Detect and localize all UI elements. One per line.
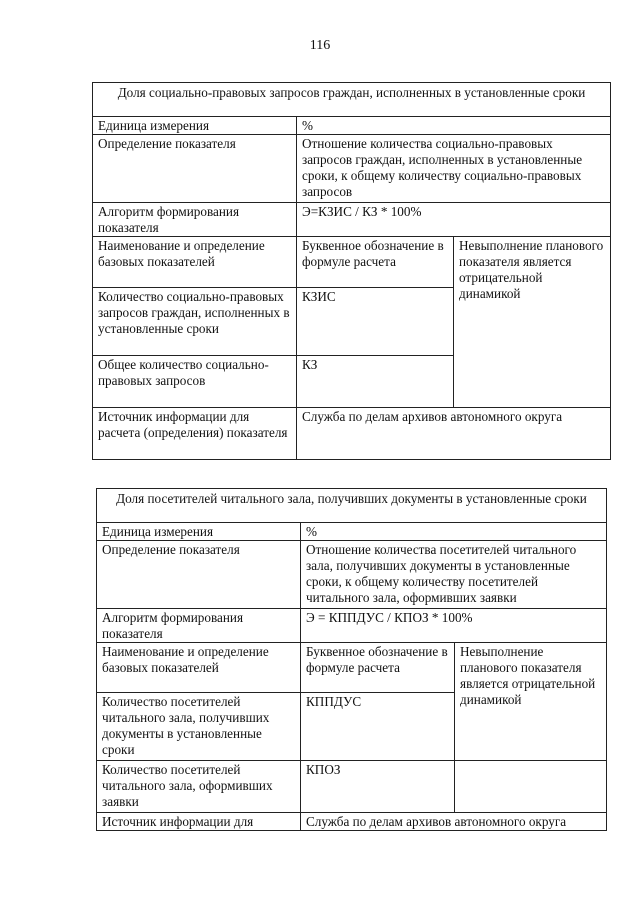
definition-label: Определение показателя <box>93 135 297 203</box>
unit-value: % <box>297 117 611 135</box>
dynamics-note: Невыполнение планового показателя является отрицательной динамикой <box>454 237 611 408</box>
base-indicators-label: Наименование и определение базовых показателей <box>93 237 297 288</box>
source-label: Источник информации для <box>97 813 301 831</box>
source-label: Источник информации для расчета (определения) показателя <box>93 408 297 460</box>
symbol-header: Буквенное обозначение в формуле расчета <box>297 237 454 288</box>
source-value: Служба по делам архивов автономного округа <box>297 408 611 460</box>
dynamics-note: Невыполнение планового показателя является отрицательной динамикой <box>455 643 607 761</box>
unit-label: Единица измерения <box>93 117 297 135</box>
definition-value: Отношение количества посетителей читального зала, получивших документы в установленные сроки, к общему количеству посетителей читального зала, оформивших заявки <box>301 541 607 609</box>
algorithm-formula: Э = КППДУС / КПОЗ * 100% <box>301 609 607 643</box>
algorithm-formula: Э=КЗИС / КЗ * 100% <box>297 203 611 237</box>
base-item-symbol: КППДУС <box>301 693 455 761</box>
indicator-table-reading-room <box>96 488 607 831</box>
algorithm-label: Алгоритм формирования показателя <box>93 203 297 237</box>
unit-value: % <box>301 523 607 541</box>
base-item-label: Количество социально-правовых запросов граждан, исполненных в установленные сроки <box>93 288 297 356</box>
base-item-symbol: КЗИС <box>297 288 454 356</box>
algorithm-label: Алгоритм формирования показателя <box>97 609 301 643</box>
base-indicators-label: Наименование и определение базовых показателей <box>97 643 301 693</box>
definition-value: Отношение количества социально-правовых запросов граждан, исполненных в установленные сроки, к общему количеству социально-правовых запросов <box>297 135 611 203</box>
base-item-label: Общее количество социально-правовых запросов <box>93 356 297 408</box>
indicator-table-requests <box>92 82 611 460</box>
page-number: 116 <box>309 38 331 53</box>
definition-label: Определение показателя <box>97 541 301 609</box>
source-value: Служба по делам архивов автономного округа <box>301 813 607 831</box>
unit-label: Единица измерения <box>97 523 301 541</box>
base-item-symbol: КПОЗ <box>301 761 455 813</box>
table-title: Доля социально-правовых запросов граждан, исполненных в установленные сроки <box>93 83 611 117</box>
base-item-label: Количество посетителей читального зала, получивших документы в установленные сроки <box>97 693 301 761</box>
symbol-header: Буквенное обозначение в формуле расчета <box>301 643 455 693</box>
empty-cell <box>455 761 607 813</box>
base-item-label: Количество посетителей читального зала, оформивших заявки <box>97 761 301 813</box>
table-title: Доля посетителей читального зала, получивших документы в установленные сроки <box>97 489 607 523</box>
base-item-symbol: КЗ <box>297 356 454 408</box>
